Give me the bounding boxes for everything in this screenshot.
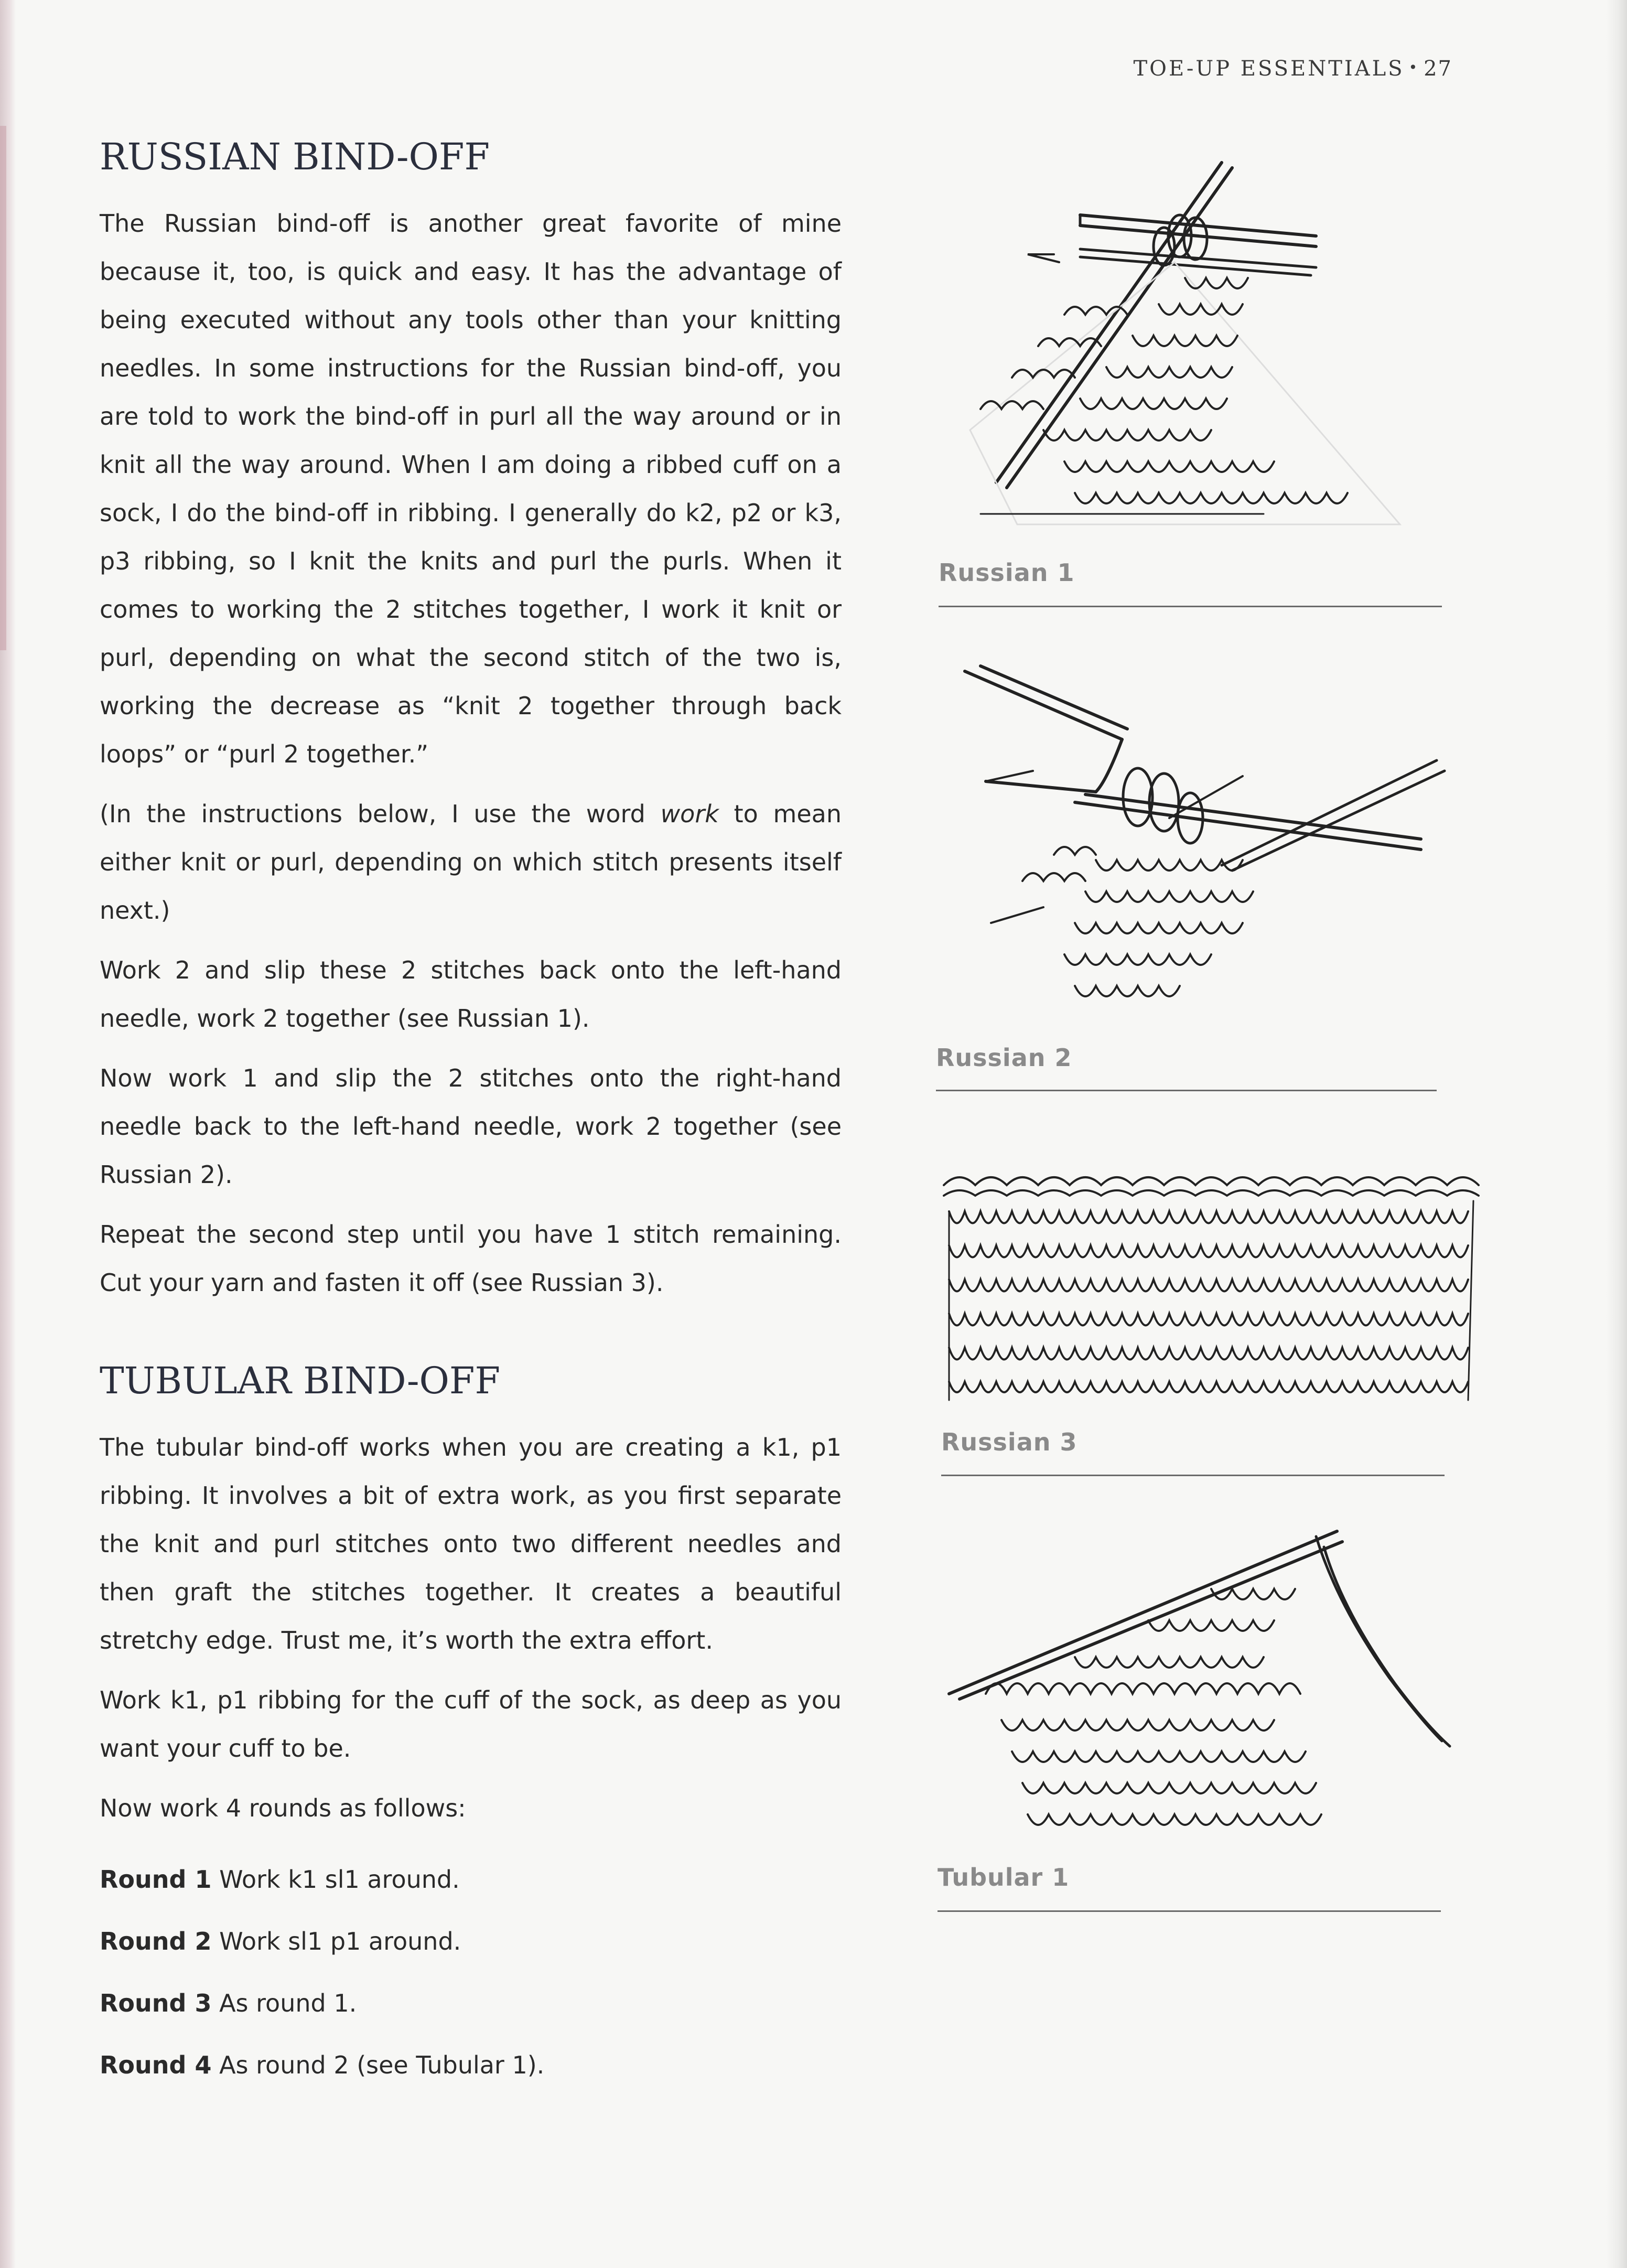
tubular-1-illustration (939, 1521, 1452, 1856)
running-head (1091, 57, 1452, 81)
tubular-1-caption: Tubular 1 (938, 1863, 1070, 1891)
tubular-paragraph-3: Now work 4 rounds as follows: (100, 1794, 466, 1822)
tubular-paragraph-1: The tubular bind-off works when you are creating a k1, p1 ribbing. It involves a bit of extra work, as you first separate the knit and purl stitches onto two different needles and then graft the stitches together. It creates a beautiful stretchy edge. Trust me, it’s worth the extra effort. (100, 1433, 842, 1654)
russian-p2-after: to mean either knit or purl, depending on which stitch presents itself next.) (100, 800, 842, 925)
russian-2-caption: Russian 2 (936, 1044, 1072, 1072)
russian-3-caption: Russian 3 (941, 1428, 1078, 1456)
running-head-title: TOE-UP ESSENTIALS (1133, 57, 1405, 81)
russian-p2-before: (In the instructions below, I use the word (100, 800, 661, 828)
running-head-bullet: • (1408, 59, 1420, 76)
round-4-text: As round 2 (see Tubular 1). (211, 2051, 545, 2079)
russian-paragraph-5: Repeat the second step until you have 1 stitch remaining. Cut your yarn and fasten it off (see Russian 3). (100, 1220, 842, 1297)
russian-paragraph-3: Work 2 and slip these 2 stitches back onto the left-hand needle, work 2 together (see Russian 1). (100, 956, 842, 1033)
russian-3-illustration (939, 1154, 1489, 1411)
round-3 (100, 1987, 842, 2019)
tubular-section (100, 1359, 842, 2111)
russian-1-rule (939, 606, 1442, 607)
round-2-text: Work sl1 p1 around. (211, 1927, 461, 1955)
page-number: 27 (1424, 57, 1452, 81)
page-left-tint (0, 126, 6, 650)
round-3-text: As round 1. (211, 1989, 357, 2017)
round-1-label: Round 1 (100, 1865, 212, 1894)
russian-section (100, 135, 842, 1307)
page-right-edge (1606, 0, 1627, 2268)
tubular-title: TUBULAR BIND-OFF (100, 1359, 501, 1402)
round-4 (100, 2049, 842, 2081)
round-1 (100, 1864, 842, 1895)
russian-1-caption: Russian 1 (939, 558, 1075, 587)
russian-title: RUSSIAN BIND-OFF (100, 135, 490, 178)
round-4-label: Round 4 (100, 2051, 212, 2079)
russian-2-illustration (949, 661, 1452, 1028)
russian-p2-em: work (660, 800, 719, 828)
russian-1-illustration (949, 157, 1421, 545)
russian-paragraph-2 (100, 790, 842, 934)
round-2 (100, 1926, 842, 1957)
round-1-text: Work k1 sl1 around. (211, 1865, 460, 1894)
russian-paragraph-4: Now work 1 and slip the 2 stitches onto the right-hand needle back to the left-hand needle, work 2 together (see Russian 2). (100, 1064, 842, 1189)
russian-paragraph-1: The Russian bind-off is another great favorite of mine because it, too, is quick and easy. It has the advantage of being executed without any tools other than your knitting needles. In some instructions for the Russian bind-off, you are told to work the bind-off in purl all the way around or in knit all the way around. When I am doing a ribbed cuff on a sock, I do the bind-off in ribbing. I generally do k2, p2 or k3, p3 ribbing, so I knit the knits and purl the purls. When it comes to working the 2 stitches together, I work it knit or purl, depending on what the second stitch of the two is, working the decrease as “knit 2 together through back loops” or “purl 2 together.” (100, 209, 842, 768)
tubular-paragraph-2: Work k1, p1 ribbing for the cuff of the sock, as deep as you want your cuff to be. (100, 1686, 842, 1762)
russian-3-rule (941, 1475, 1445, 1476)
round-3-label: Round 3 (100, 1989, 212, 2017)
tubular-1-rule (938, 1910, 1441, 1912)
russian-2-rule (936, 1090, 1437, 1091)
round-2-label: Round 2 (100, 1927, 212, 1955)
